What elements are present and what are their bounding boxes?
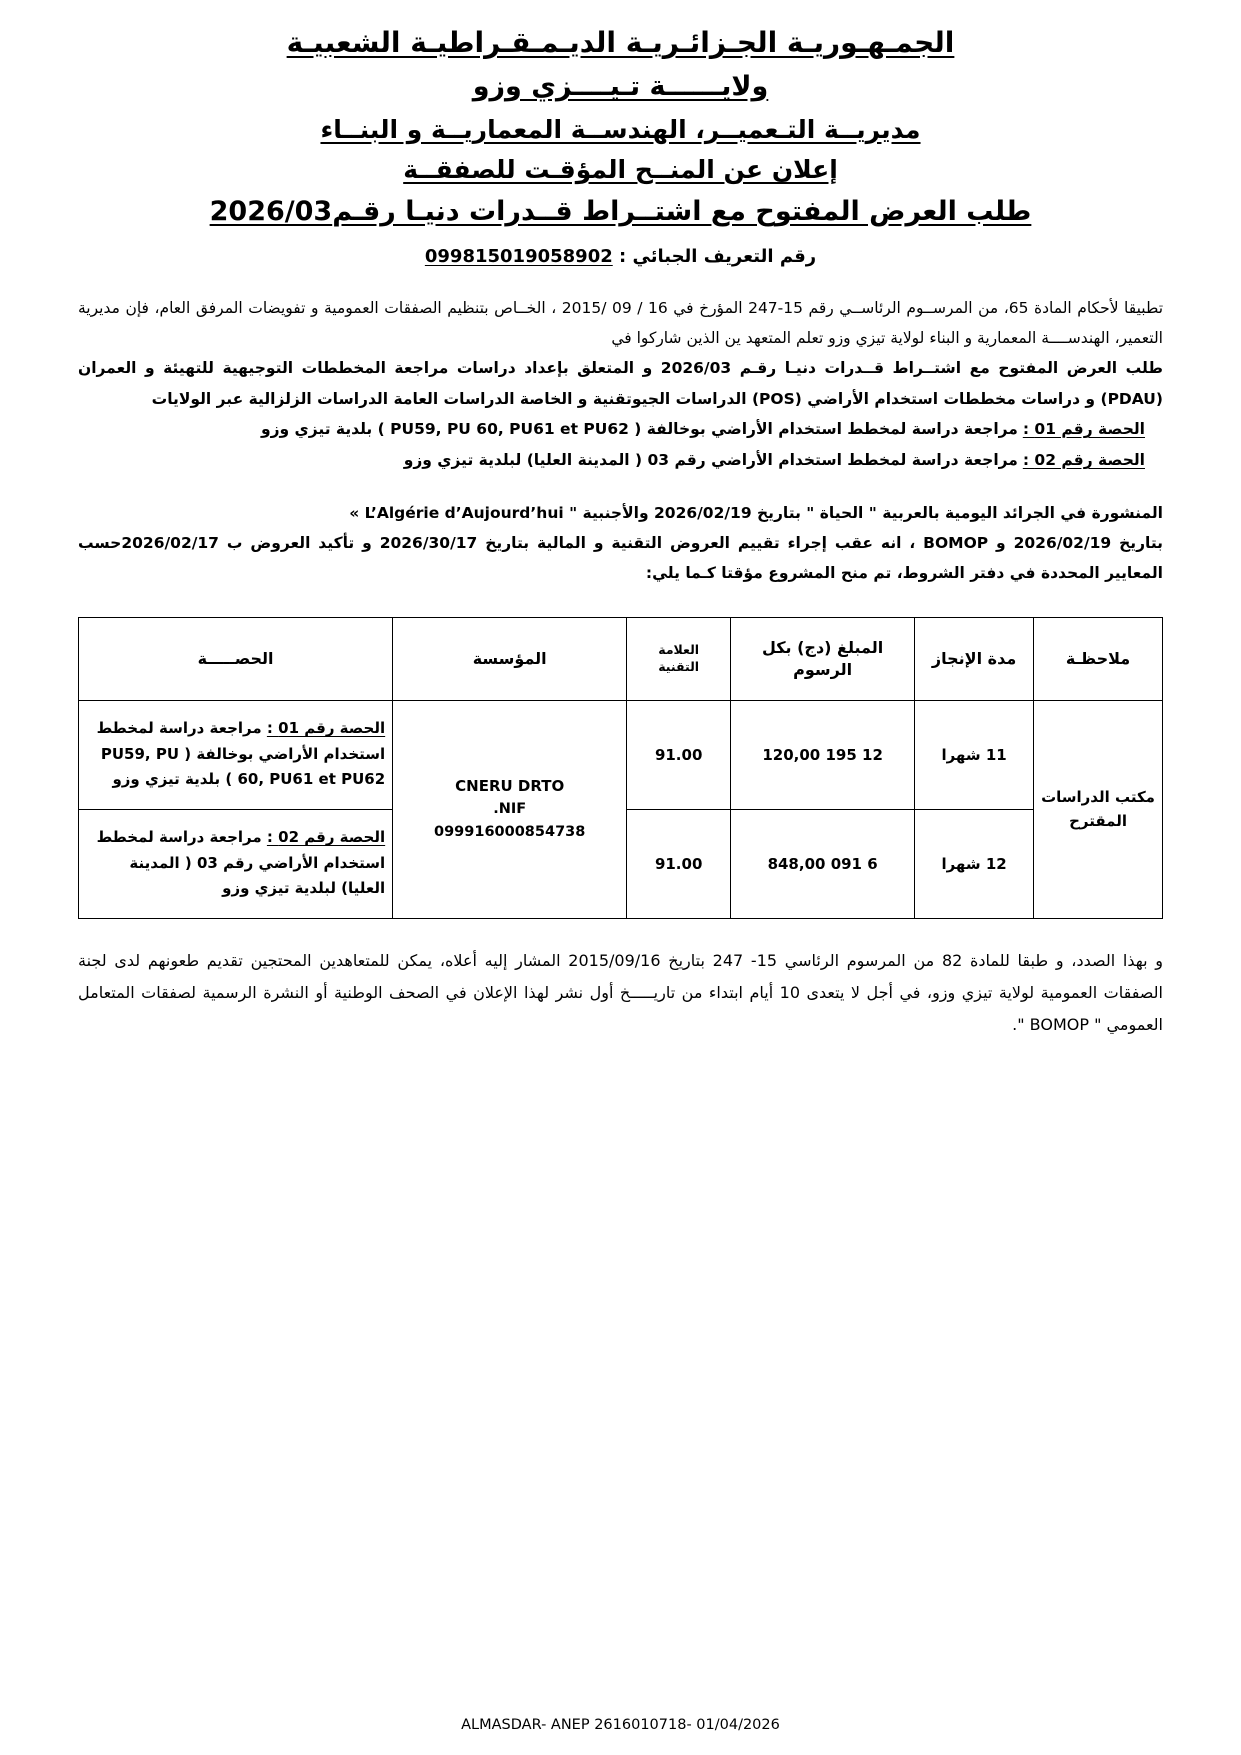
col-header-amount: المبلغ (دج) بكل الرسوم bbox=[731, 617, 915, 700]
intro-lot-2-text: مراجعة دراسة لمخطط استخدام الأراضي رقم 03 ( المدينة العليا) لبلدية تيزي وزو bbox=[403, 450, 1018, 469]
cell-lot-2 bbox=[79, 809, 393, 918]
col-header-organization: المؤسسة bbox=[393, 617, 627, 700]
table-header-row bbox=[79, 617, 1163, 700]
cell-amount-1: 12 195 120,00 bbox=[731, 700, 915, 809]
intro-lot-1 bbox=[78, 414, 1163, 445]
intro-lot-1-label: الحصة رقم 01 : bbox=[1022, 419, 1145, 438]
cell-amount-2: 6 091 848,00 bbox=[731, 809, 915, 918]
intro-lot-1-text: مراجعة دراسة لمخطط استخدام الأراضي بوخالفة ( PU59, PU 60, PU61 et PU62 ) بلدية تيزي وزو bbox=[260, 419, 1018, 438]
col-header-score-line1: العلامة bbox=[658, 642, 700, 658]
publication-block bbox=[78, 498, 1163, 589]
closing-paragraph: و بهذا الصدد، و طبقا للمادة 82 من المرسوم الرئاسي 15- 247 بتاريخ 2015/09/16 المشار إليه أعلاه، يمكن للمتعاهدين المحتجين تقديم طعونهم لدى لجنة الصفقات العمومية لولاية تيزي وزو، في أجل لا يتعدى 10 أيام ابتداء من تاريـــــخ أول نشر لهذا الإعلان في الصحف الوطنية أو النشرة الرسمية لصفقات المتعامل العمومي " BOMOP ". bbox=[78, 950, 1164, 1034]
cell-lot-1 bbox=[79, 700, 393, 809]
intro-paragraph-2: طلب العرض المفتوح مع اشتــراط قــدرات دنيـا رقـم 2026/03 و المتعلق بإعداد دراسات مراجعة المخططات التوجيهية للتهيئة و العمران (PDAU) و دراسات مخططات استخدام الأراضي (POS) الدراسات الجيوتقنية و الخاصة الدراسات العامة الدراسات الزلزالية عبر الولايات bbox=[78, 359, 1163, 408]
document-header bbox=[78, 22, 1163, 232]
organization-nif-value: 099916000854738 bbox=[434, 824, 586, 841]
header-republic: الجمـهـوريـة الجـزائـريـة الديـمـقـراطيـة الشعبيـة bbox=[286, 26, 955, 59]
cell-lot-1-label: الحصة رقم 01 : bbox=[266, 719, 386, 738]
organization-name: CNERU DRTO bbox=[455, 776, 565, 795]
award-table-body bbox=[79, 700, 1163, 918]
col-header-lot: الحصـــــة bbox=[79, 617, 393, 700]
tax-id-label: رقم التعريف الجبائي : bbox=[619, 246, 817, 267]
intro-paragraph-1: تطبيقا لأحكام المادة 65، من المرســوم الرئاســي رقم 15-247 المؤرخ في 16 / 09 /2015 ، الخــاص بتنظيم الصفقات العمومية و تفويضات المرفق العام، فإن مديرية التعمير، الهندســــة المعمارية و البناء لولاية تيزي وزو تعلم المتعهد ين الذين شاركوا في bbox=[78, 299, 1164, 348]
cell-delai-1: 11 شهرا bbox=[915, 700, 1034, 809]
award-table bbox=[78, 617, 1163, 919]
publication-paragraph-2: بتاريخ 2026/02/19 و BOMOP ، انه عقب إجراء تقييم العروض التقنية و المالية بتاريخ 2026/30/17 و تأكيد العروض ب 2026/02/17حسب المعايير المحددة في دفتر الشروط، تم منح المشروع مؤقتا كـما يلي: bbox=[78, 534, 1163, 583]
tax-id-line bbox=[78, 246, 1163, 267]
organization-nif-label: NIF. bbox=[493, 800, 527, 817]
cell-note: مكتب الدراسات المقترح bbox=[1034, 700, 1163, 918]
col-header-score bbox=[627, 617, 731, 700]
table-row bbox=[79, 700, 1163, 809]
col-header-score-line2: التقنية bbox=[658, 658, 700, 674]
header-wilaya: ولايــــــة تـيــــزي وزو bbox=[472, 71, 769, 102]
header-tender-number: طلب العرض المفتوح مع اشتــراط قــدرات دنيـا رقـم2026/03 bbox=[209, 195, 1032, 227]
cell-lot-2-label: الحصة رقم 02 : bbox=[266, 828, 386, 847]
cell-lot-1-text: مراجعة دراسة لمخطط استخدام الأراضي بوخالفة ( PU59, PU 60, PU61 et PU62 ) بلدية تيزي وزو bbox=[96, 719, 386, 789]
cell-organization bbox=[393, 700, 627, 918]
header-directorate: مديريــة التـعميــر، الهندســة المعماريــة و البنــاء bbox=[320, 114, 921, 144]
tax-id-value: 099815019058902 bbox=[424, 246, 613, 267]
col-header-note: ملاحظـة bbox=[1034, 617, 1163, 700]
intro-lot-2-label: الحصة رقم 02 : bbox=[1022, 450, 1145, 469]
cell-score-2: 91.00 bbox=[627, 809, 731, 918]
publication-paragraph-1: المنشورة في الجرائد اليومية بالعربية " الحياة " بتاريخ 2026/02/19 والأجنبية " L’Algérie d’Aujourd’hui » bbox=[349, 503, 1163, 522]
footer-reference: ALMASDAR- ANEP 2616010718- 01/04/2026 bbox=[461, 1717, 780, 1733]
header-announcement-type: إعلان عن المنــح المؤقـت للصفقــة bbox=[403, 155, 838, 184]
cell-score-1: 91.00 bbox=[627, 700, 731, 809]
cell-lot-2-text: مراجعة دراسة لمخطط استخدام الأراضي رقم 03 ( المدينة العليا) لبلدية تيزي وزو bbox=[96, 828, 386, 898]
col-header-delai: مدة الإنجاز bbox=[915, 617, 1034, 700]
award-table-head bbox=[79, 617, 1163, 700]
cell-delai-2: 12 شهرا bbox=[915, 809, 1034, 918]
intro-lot-2 bbox=[78, 445, 1163, 476]
